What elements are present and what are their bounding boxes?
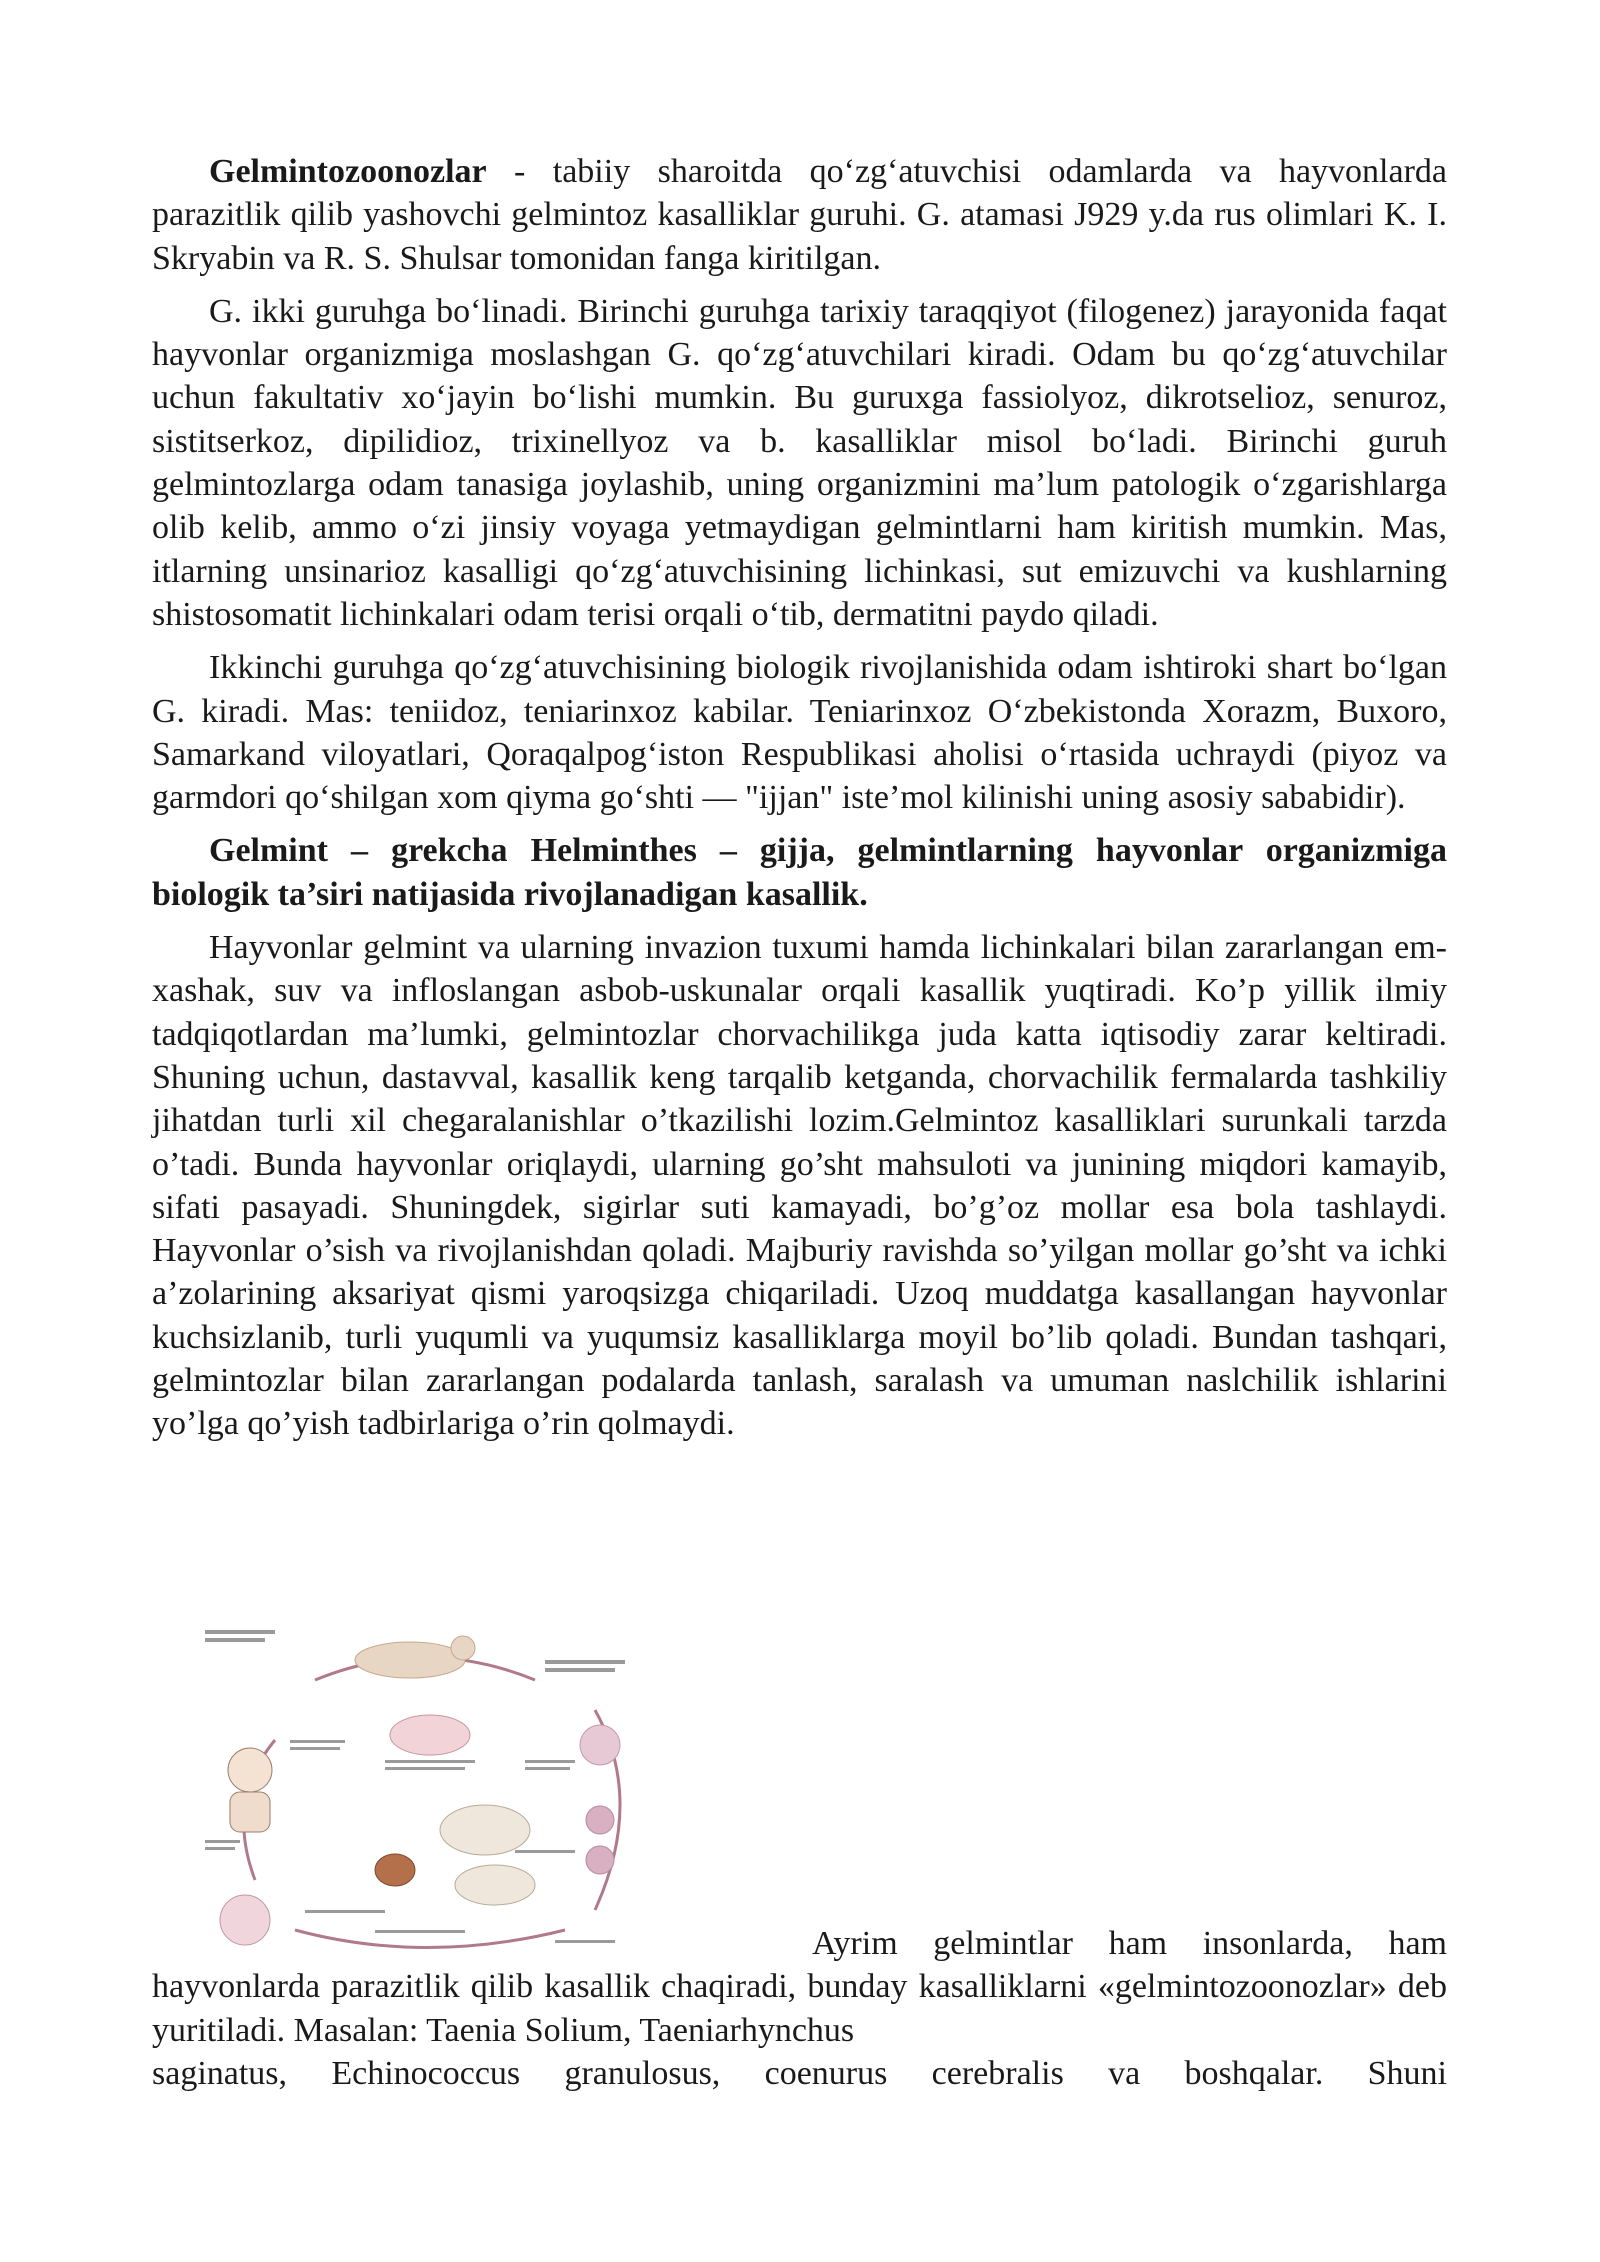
egg-icon — [586, 1806, 614, 1834]
closing-last-line: saginatus, Echinococcus granulosus, coenurus cerebralis va boshqalar. Shuni — [152, 2054, 1447, 2092]
paragraph-gelmint-heading: Gelmint – grekcha Helminthes – gijja, gelmintlarning hayvonlar organizmiga biologik ta’siri natijasida rivojlanadigan kasallik. — [152, 832, 1447, 913]
dog-icon — [355, 1642, 465, 1678]
rooster-icon — [375, 1854, 415, 1886]
paragraph-first-group: G. ikki guruhga bo‘linadi. Birinchi guruhga tarixiy taraqqiyot (filogenez) jarayonida faqat hayvonlar organizmiga moslashgan G. qo‘zg‘atuvchilari kiradi. Odam bu qo‘zg‘atuvchilar uchun fakultativ xo‘jayin bo‘lishi mumkin. Bu guruxga fassiolyoz, dikrotselioz, senuroz, sistitserkoz, dipilidioz, trixinellyoz va b. kasalliklar misol bo‘ladi. Birinchi guruh gelmintozlarga odam tanasiga joylashib, uning organizmini ma’lum patologik o‘zgarishlarga olib kelib, ammo o‘zi jinsiy voyaga yetmaydigan gelmintlarni ham kiritish mumkin. Mas, itlarning unsinarioz kasalligi qo‘zg‘atuvchisining lichinkasi, sut emizuvchi va kushlarning shistosomatit lichinkalari odam terisi orqali o‘tib, dermatitni paydo qiladi. — [152, 292, 1447, 633]
closing-paragraph — [152, 1922, 1447, 2095]
closing-line-1: Ayrim gelmintlar ham insonlarda, ham — [812, 1925, 1447, 1962]
cyst-icon — [580, 1725, 620, 1765]
person-icon — [228, 1748, 272, 1792]
body-text — [152, 150, 1447, 1456]
person-body-icon — [230, 1792, 270, 1832]
paragraph-second-group: Ikkinchi guruhga qo‘zg‘atuvchisining biologik rivojlanishida odam ishtiroki shart bo‘lgan G. kiradi. Mas: teniidoz, teniarinxoz kabilar. Teniarinxoz O‘zbekistonda Xorazm, Buxoro, Samarkand viloyatlari, Qoraqalpog‘iston Respublikasi aholisi o‘rtasida uchraydi (piyoz va garmdori qo‘shilgan xom qiyma go‘shti — "ijjan" iste’mol kilinishi uning asosiy sababidir). — [152, 649, 1447, 817]
closing-lines: hayvonlarda parazitlik qilib kasallik chaqiradi, bunday kasalliklarni «gelmintozoonozlar» deb yuritiladi. Masalan: Taenia Solium, Taeniarhynchus — [152, 1968, 1447, 2049]
sheep-icon — [440, 1805, 530, 1855]
term-gelmintozoonozlar: Gelmintozoonozlar — [209, 153, 487, 190]
paragraph-animal-infection: Hayvonlar gelmint va ularning invazion tuxumi hamda lichinkalari bilan zararlangan em-xashak, suv va infloslangan asbob-uskunalar orqali kasallik yuqtiradi. Ko’p yillik ilmiy tadqiqotlardan ma’lumki, gelmintozlar chorvachilikga juda katta iqtisodiy zarar keltiradi. Shuning uchun, dastavval, kasallik keng tarqalib ketganda, chorvachilik fermalarda tashkiliy jihatdan turli xil chegaralanishlar o’tkazilishi lozim.Gelmintoz kasalliklari surunkali tarzda o’tadi. Bunda hayvonlar oriqlaydi, ularning go’sht mahsuloti va junining miqdori kamayib, sifati pasayadi. Shuningdek, sigirlar suti kamayadi, bo’g’oz mollar esa bola tashlaydi. Hayvonlar o’sish va rivojlanishdan qoladi. Majburiy ravishda so’yilgan mollar go’sht va ichki a’zolarining aksariyat qismi yaroqsizga chiqariladi. Uzoq muddatga kasallangan hayvonlar kuchsizlanib, turli yuqumli va yuqumsiz kasalliklarga moyil bo’lib qoladi. Bundan tashqari, gelmintozlar bilan zararlangan podalarda tanlash, saralash va umuman naslchilik ishlarini yo’lga qo’yish tadbirlariga o’rin qolmaydi. — [152, 929, 1447, 1443]
paragraph-definition — [152, 150, 1447, 280]
pig-icon — [455, 1865, 535, 1905]
egg-icon-2 — [586, 1846, 614, 1874]
dog-head-icon — [451, 1636, 475, 1660]
life-cycle-figure — [195, 1620, 650, 1960]
organ-icon — [390, 1715, 470, 1755]
definition-text: - tabiiy sharoitda qo‘zg‘atuvchisi odamlarda va hayvonlarda parazitlik qilib yashovchi gelmintoz kasalliklar guruhi. G. atamasi J929 y.da rus olimlari K. I. Skryabin va R. S. Shulsar tomonidan fanga kiritilgan. — [152, 153, 1447, 277]
